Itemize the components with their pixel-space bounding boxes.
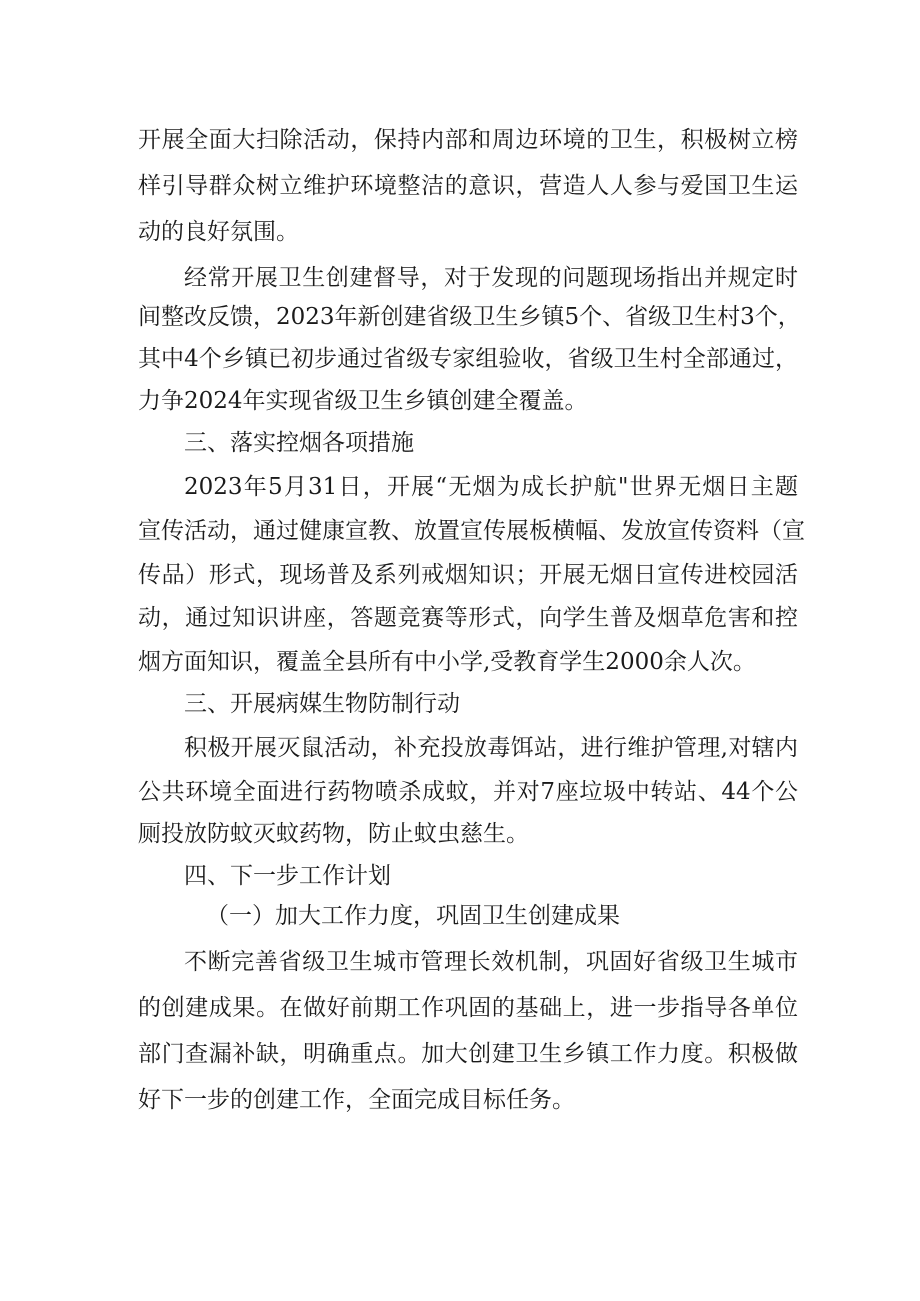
section-heading-tobacco-control: 三、落实控烟各项措施 (184, 430, 414, 456)
paragraph-4-line-1: 积极开展灭鼠活动，补充投放毒饵站，进行维护管理,对辖内 (184, 735, 798, 761)
paragraph-3-line-4: 动，通过知识讲座，答题竞赛等形式，向学生普及烟草危害和控 (138, 605, 798, 631)
paragraph-3-line-2: 宣传活动，通过健康宣教、放置宣传展板横幅、发放宣传资料（宣 (138, 518, 805, 544)
paragraph-1-line-1: 开展全面大扫除活动，保持内部和周边环境的卫生，积极树立榜 (138, 127, 798, 153)
subsection-heading-1: （一）加大工作力度，巩固卫生创建成果 (206, 903, 620, 929)
paragraph-2-line-3: 其中4个乡镇已初步通过省级专家组验收，省级卫生村全部通过， (138, 346, 798, 372)
paragraph-2-line-1: 经常开展卫生创建督导，对于发现的问题现场指出并规定时 (184, 265, 798, 291)
paragraph-5-line-1: 不断完善省级卫生城市管理长效机制，巩固好省级卫生城市 (184, 949, 798, 975)
paragraph-2-line-4: 力争2024年实现省级卫生乡镇创建全覆盖。 (138, 388, 588, 414)
paragraph-3-line-1: 2023年5月31日，开展“无烟为成长护航"世界无烟日主题 (184, 474, 798, 500)
paragraph-4-line-2: 公共环境全面进行药物喷杀成蚊，并对7座垃圾中转站、44个公 (138, 779, 798, 805)
paragraph-5-line-3: 部门查漏补缺，明确重点。加大创建卫生乡镇工作力度。积极做 (138, 1041, 798, 1067)
paragraph-3-line-5: 烟方面知识，覆盖全县所有中小学,受教育学生2000余人次。 (138, 649, 756, 675)
section-heading-next-steps: 四、下一步工作计划 (184, 863, 391, 889)
paragraph-3-line-3: 传品）形式，现场普及系列戒烟知识；开展无烟日宣传进校园活 (138, 562, 798, 588)
paragraph-1-line-3: 动的良好氛围。 (138, 219, 299, 245)
paragraph-5-line-2: 的创建成果。在做好前期工作巩固的基础上，进一步指导各单位 (138, 995, 798, 1021)
paragraph-1-line-2: 样引导群众树立维护环境整洁的意识，营造人人参与爱国卫生运 (138, 173, 798, 199)
paragraph-5-line-4: 好下一步的创建工作，全面完成目标任务。 (138, 1087, 575, 1113)
paragraph-4-line-3: 厕投放防蚊灭蚊药物，防止蚊虫慈生。 (138, 821, 529, 847)
section-heading-vector-control: 三、开展病媒生物防制行动 (184, 691, 460, 717)
paragraph-2-line-2: 间整改反馈，2023年新创建省级卫生乡镇5个、省级卫生村3个， (138, 304, 801, 330)
